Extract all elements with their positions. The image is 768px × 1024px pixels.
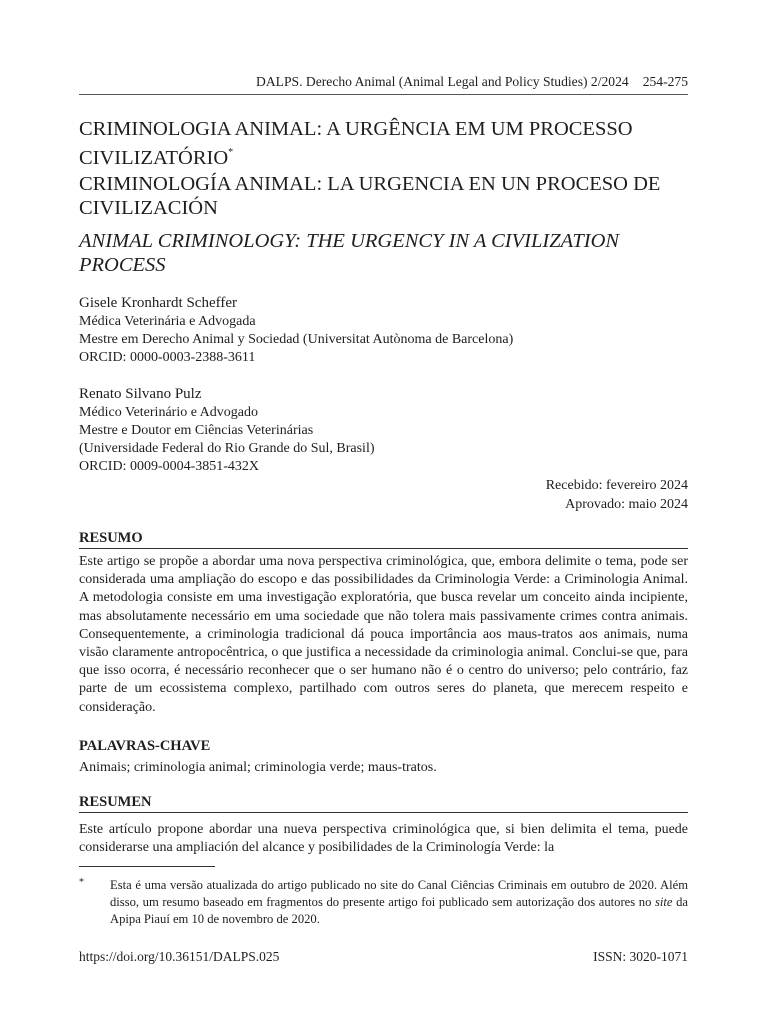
author-affiliation: (Universidade Federal do Rio Grande do Sul, Brasil)	[79, 441, 375, 456]
keywords-heading: PALAVRAS-CHAVE	[79, 738, 211, 754]
title-footnote-mark[interactable]: *	[228, 147, 234, 158]
author-block	[79, 294, 513, 367]
resumo-heading: RESUMO	[79, 529, 688, 549]
resumen-text: Este artículo propone abordar una nueva perspectiva criminológica que, si bien delimita el tema, puede considerarse una ampliación del alcance y posibilidades de la Criminología Verde: la	[79, 822, 688, 856]
title-english: ANIMAL CRIMINOLOGY: THE URGENCY IN A CIVILIZATION PROCESS	[79, 230, 620, 276]
running-header	[79, 74, 688, 95]
doi-link[interactable]: https://doi.org/10.36151/DALPS.025	[79, 949, 280, 964]
approved-date: Aprovado: maio 2024	[565, 497, 688, 512]
author-affiliation: Médica Veterinária e Advogada	[79, 314, 256, 329]
author-name: Renato Silvano Pulz	[79, 386, 202, 402]
issn: ISSN: 3020-1071	[593, 949, 688, 964]
author-name: Gisele Kronhardt Scheffer	[79, 295, 237, 311]
footnote-mark: *	[79, 877, 84, 888]
footnote	[79, 877, 688, 928]
author-affiliation: Mestre em Derecho Animal y Sociedad (Universitat Autònoma de Barcelona)	[79, 332, 514, 347]
submission-dates	[546, 476, 688, 514]
footnote-text: Esta é uma versão atualizada do artigo publicado no site do Canal Ciências Criminais em outubro de 2020. Além disso, um resumo baseado em fragmentos do presente artigo foi publicado sem autorização dos autores no site da Apipa Piauí em 10 de novembro de 2020.	[110, 878, 688, 926]
title-portuguese: CRIMINOLOGIA ANIMAL: A URGÊNCIA EM UM PROCESSO CIVILIZATÓRIO*	[79, 118, 633, 169]
footnote-divider	[79, 866, 215, 867]
author-orcid: ORCID: 0000-0003-2388-3611	[79, 350, 256, 365]
received-date: Recebido: fevereiro 2024	[545, 478, 688, 493]
resumen-heading: RESUMEN	[79, 793, 688, 813]
author-affiliation: Médico Veterinário e Advogado	[79, 405, 258, 420]
page-range: 254-275	[642, 74, 688, 89]
author-affiliation: Mestre e Doutor em Ciências Veterinárias	[79, 423, 314, 438]
article-page	[79, 0, 688, 1024]
journal-citation: DALPS. Derecho Animal (Animal Legal and Policy Studies) 2/2024	[256, 74, 629, 89]
title-spanish: CRIMINOLOGÍA ANIMAL: LA URGENCIA EN UN PROCESO DE CIVILIZACIÓN	[79, 173, 661, 219]
author-orcid: ORCID: 0009-0004-3851-432X	[79, 459, 260, 474]
keywords-text: Animais; criminologia animal; criminologia verde; maus-tratos.	[79, 760, 437, 775]
resumo-text: Este artigo se propõe a abordar uma nova perspectiva criminológica, que, embora delimite o tema, pode ser considerada uma ampliação do escopo e das possibilidades da Criminologia Verde: a Criminologia Animal. A metodologia consiste em uma investigação exploratória, que busca revelar um conceito ainda incipiente, mas absolutamente necessário em uma sociedade que não tolera mais passivamente crimes contra animais. Consequentemente, a criminologia tradicional dá pouca importância aos maus-tratos aos animais, numa visão claramente antropocêntrica, o que justifica a necessidade da criminologia animal. Conclui-se que, para que isso ocorra, é necessário reconhecer que o ser humano não é o centro do universo; pelo contrário, faz parte de um ecossistema complexo, partilhado com outros seres do planeta, que merecem respeito e consideração.	[79, 554, 688, 715]
author-block	[79, 385, 375, 476]
